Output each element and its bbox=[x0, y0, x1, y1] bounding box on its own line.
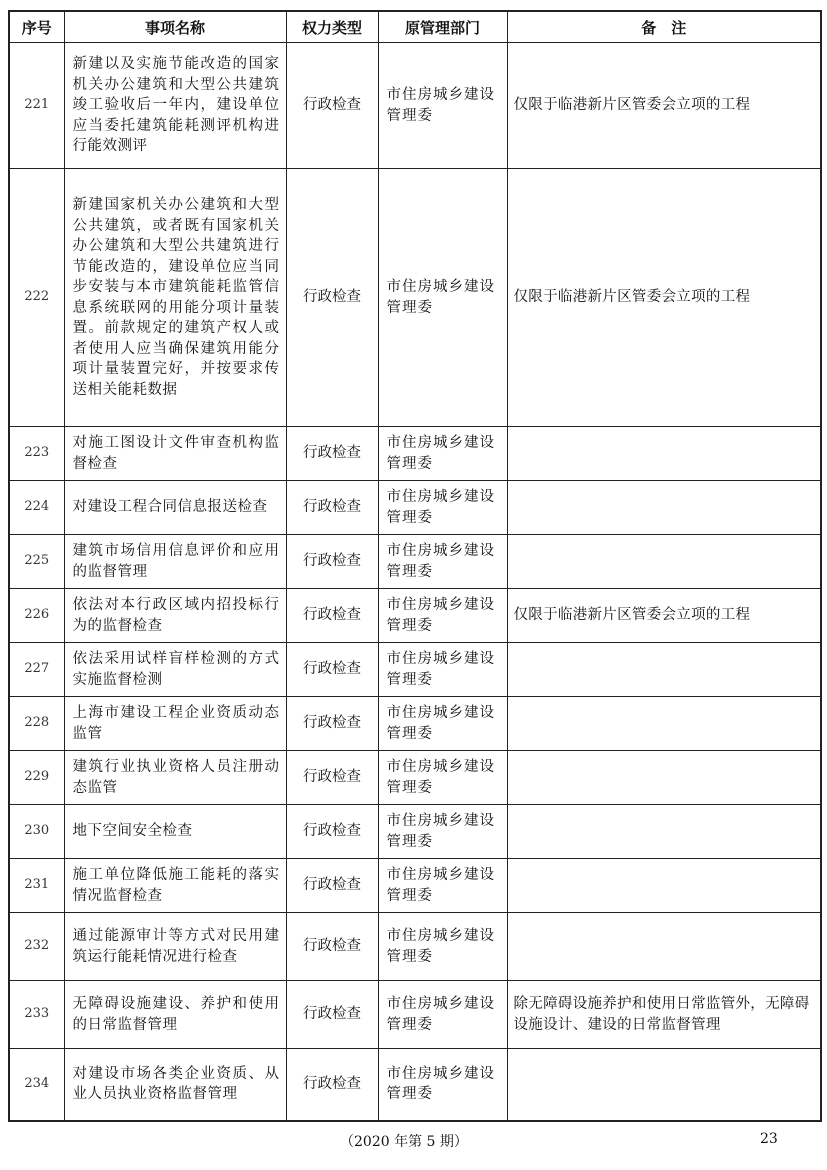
row-name: 依法采用试样盲样检测的方式实施监督检测 bbox=[64, 643, 286, 697]
row-note bbox=[507, 697, 821, 751]
row-num: 229 bbox=[9, 751, 64, 805]
row-name: 上海市建设工程企业资质动态监管 bbox=[64, 697, 286, 751]
row-type: 行政检查 bbox=[286, 751, 378, 805]
row-type: 行政检查 bbox=[286, 169, 378, 427]
row-note bbox=[507, 643, 821, 697]
table-row bbox=[9, 913, 821, 981]
row-name: 对建设工程合同信息报送检查 bbox=[64, 481, 286, 535]
row-num: 221 bbox=[9, 43, 64, 169]
table-row bbox=[9, 751, 821, 805]
row-type: 行政检查 bbox=[286, 535, 378, 589]
row-note: 仅限于临港新片区管委会立项的工程 bbox=[507, 589, 821, 643]
row-num: 224 bbox=[9, 481, 64, 535]
row-name: 依法对本行政区域内招投标行为的监督检查 bbox=[64, 589, 286, 643]
row-note bbox=[507, 481, 821, 535]
row-dept: 市住房城乡建设管理委 bbox=[378, 751, 507, 805]
row-num: 230 bbox=[9, 805, 64, 859]
row-type: 行政检查 bbox=[286, 805, 378, 859]
row-dept: 市住房城乡建设管理委 bbox=[378, 589, 507, 643]
row-note bbox=[507, 805, 821, 859]
row-note bbox=[507, 427, 821, 481]
row-name: 新建国家机关办公建筑和大型公共建筑，或者既有国家机关办公建筑和大型公共建筑进行节能改造的，建设单位应当同步安装与本市建筑能耗监管信息系统联网的用能分项计量装置。前款规定的建筑产权人或者使用人应当确保建筑用能分项计量装置完好，并按要求传送相关能耗数据 bbox=[64, 169, 286, 427]
header-num: 序号 bbox=[9, 11, 64, 43]
row-dept: 市住房城乡建设管理委 bbox=[378, 43, 507, 169]
row-num: 228 bbox=[9, 697, 64, 751]
row-num: 227 bbox=[9, 643, 64, 697]
header-type: 权力类型 bbox=[286, 11, 378, 43]
row-num: 231 bbox=[9, 859, 64, 913]
row-dept: 市住房城乡建设管理委 bbox=[378, 913, 507, 981]
row-num: 233 bbox=[9, 981, 64, 1049]
header-note: 备 注 bbox=[507, 11, 821, 43]
table-row bbox=[9, 43, 821, 169]
row-dept: 市住房城乡建设管理委 bbox=[378, 981, 507, 1049]
row-name: 建筑市场信用信息评价和应用的监督管理 bbox=[64, 535, 286, 589]
table-row bbox=[9, 1049, 821, 1121]
row-num: 234 bbox=[9, 1049, 64, 1121]
row-type: 行政检查 bbox=[286, 427, 378, 481]
items-table bbox=[8, 10, 822, 1122]
table-row bbox=[9, 805, 821, 859]
table-row bbox=[9, 589, 821, 643]
row-dept: 市住房城乡建设管理委 bbox=[378, 805, 507, 859]
row-note bbox=[507, 859, 821, 913]
row-note: 除无障碍设施养护和使用日常监管外，无障碍设施设计、建设的日常监督管理 bbox=[507, 981, 821, 1049]
row-name: 无障碍设施建设、养护和使用的日常监督管理 bbox=[64, 981, 286, 1049]
table-row bbox=[9, 481, 821, 535]
row-type: 行政检查 bbox=[286, 981, 378, 1049]
row-type: 行政检查 bbox=[286, 481, 378, 535]
row-num: 232 bbox=[9, 913, 64, 981]
row-dept: 市住房城乡建设管理委 bbox=[378, 697, 507, 751]
row-type: 行政检查 bbox=[286, 1049, 378, 1121]
row-dept: 市住房城乡建设管理委 bbox=[378, 169, 507, 427]
row-num: 226 bbox=[9, 589, 64, 643]
row-type: 行政检查 bbox=[286, 43, 378, 169]
table-row bbox=[9, 535, 821, 589]
row-name: 建筑行业执业资格人员注册动态监管 bbox=[64, 751, 286, 805]
row-type: 行政检查 bbox=[286, 589, 378, 643]
table-row bbox=[9, 981, 821, 1049]
table-row bbox=[9, 859, 821, 913]
row-dept: 市住房城乡建设管理委 bbox=[378, 481, 507, 535]
table-row bbox=[9, 169, 821, 427]
row-name: 对建设市场各类企业资质、从业人员执业资格监督管理 bbox=[64, 1049, 286, 1121]
row-note bbox=[507, 913, 821, 981]
row-note: 仅限于临港新片区管委会立项的工程 bbox=[507, 43, 821, 169]
row-name: 地下空间安全检查 bbox=[64, 805, 286, 859]
table-row bbox=[9, 643, 821, 697]
row-note bbox=[507, 751, 821, 805]
row-type: 行政检查 bbox=[286, 697, 378, 751]
page-number: 23 bbox=[760, 1131, 778, 1147]
table-row bbox=[9, 427, 821, 481]
row-num: 222 bbox=[9, 169, 64, 427]
row-dept: 市住房城乡建设管理委 bbox=[378, 859, 507, 913]
row-name: 通过能源审计等方式对民用建筑运行能耗情况进行检查 bbox=[64, 913, 286, 981]
row-type: 行政检查 bbox=[286, 859, 378, 913]
row-num: 223 bbox=[9, 427, 64, 481]
issue-label: （2020 年第 5 期） bbox=[340, 1134, 468, 1150]
row-type: 行政检查 bbox=[286, 913, 378, 981]
header-name: 事项名称 bbox=[64, 11, 286, 43]
row-dept: 市住房城乡建设管理委 bbox=[378, 535, 507, 589]
row-name: 新建以及实施节能改造的国家机关办公建筑和大型公共建筑竣工验收后一年内，建设单位应当委托建筑能耗测评机构进行能效测评 bbox=[64, 43, 286, 169]
row-dept: 市住房城乡建设管理委 bbox=[378, 427, 507, 481]
row-name: 对施工图设计文件审查机构监督检查 bbox=[64, 427, 286, 481]
row-note bbox=[507, 535, 821, 589]
page-footer bbox=[0, 1131, 827, 1151]
row-type: 行政检查 bbox=[286, 643, 378, 697]
row-num: 225 bbox=[9, 535, 64, 589]
row-dept: 市住房城乡建设管理委 bbox=[378, 1049, 507, 1121]
header-row bbox=[9, 11, 821, 43]
table-row bbox=[9, 697, 821, 751]
row-note bbox=[507, 1049, 821, 1121]
row-name: 施工单位降低施工能耗的落实情况监督检查 bbox=[64, 859, 286, 913]
header-dept: 原管理部门 bbox=[378, 11, 507, 43]
row-dept: 市住房城乡建设管理委 bbox=[378, 643, 507, 697]
row-note: 仅限于临港新片区管委会立项的工程 bbox=[507, 169, 821, 427]
